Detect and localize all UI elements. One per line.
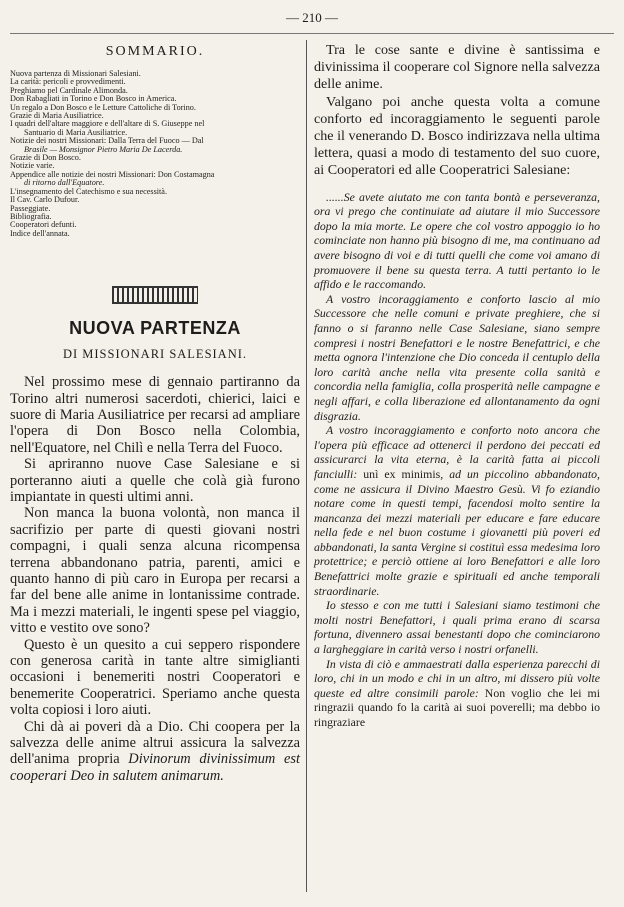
quote-roman-text: Non voglio che lei mi ringrazii quando fo la carità ai suoi poverelli; ma debbo io ringraziare bbox=[314, 685, 600, 729]
left-column bbox=[10, 44, 300, 784]
paragraph: Nel prossimo mese di gennaio partiranno da Torino altri numerosi sacerdoti, chierici, laici e suore di Maria Ausiliatrice per recarsi ad ampliare l'opera di Don Bosco nella Colombia, nell'Equatore, nel Chilì e nella Terra del Fuoco. bbox=[10, 374, 300, 456]
quote-paragraph: A vostro incoraggiamento e conforto lascio al mio Successore che nelle comuni e private preghiere, che si fanno o si faranno nelle Case Salesiane, siano sempre compresi i nostri Benefattori e le nostre Benefattrici, e che metta ognora l'intenzione che Dio conceda il centuplo della loro carità anche nella vita presente colla sanità e concordia nella famiglia, colla prosperità nelle campagne e negli affari, e colla liberazione ed allontanamento da ogni disgrazia. bbox=[314, 291, 600, 423]
column-divider bbox=[306, 40, 307, 892]
page-number: — 210 — bbox=[286, 10, 338, 25]
sommario-item: Indice dell'annata. bbox=[10, 229, 70, 238]
sommario-item: Don Rabagliati in Torino e Don Bosco in America. bbox=[10, 95, 177, 104]
sommario-item: Santuario di Maria Ausiliatrice. bbox=[24, 128, 128, 137]
sommario-item: Appendice alle notizie dei nostri Missionari: Don Costamagna bbox=[10, 170, 215, 179]
paragraph bbox=[10, 719, 300, 785]
sommario-item: Passeggiate. bbox=[10, 204, 51, 213]
quote-text: A vostro incoraggiamento e conforto noto ancora che l'opera più efficace ad ottenerci il perdono dei peccati ed assicurarci la vita eterna, è la carità fatta ai piccoli fanciulli: bbox=[314, 423, 600, 481]
decorative-ornament bbox=[112, 286, 198, 304]
sommario-title: SOMMARIO. bbox=[105, 44, 205, 59]
quote-roman-text: unì ex minimis, bbox=[363, 466, 444, 481]
top-rule bbox=[10, 33, 614, 34]
paragraph: Questo è un quesito a cui seppero rispondere con generosa carità in tante altre simiglianti occasioni i benemeriti nostri Cooperatori e benemerite Cooperatrici. Speriamo anche questa volta copiosi i loro aiuti. bbox=[10, 636, 300, 719]
sommario-item: Notizie dei nostri Missionari: Dalla Terra del Fuoco — Dal bbox=[10, 137, 204, 146]
spacer bbox=[314, 180, 600, 190]
sommario-item: Brasile — Monsignor Pietro Maria De Lacerda. bbox=[24, 145, 183, 154]
paragraph: Si apriranno nuove Case Salesiane e si porteranno aiuti a quelle che colà già furono impiantate in questi ultimi anni. bbox=[10, 456, 300, 505]
sommario-item: Il Cav. Carlo Dufour. bbox=[10, 196, 80, 205]
sommario-item: di ritorno dall'Equatore. bbox=[24, 179, 105, 188]
quote-text: In vista di ciò e ammaestrati dalla esperienza parecchi di loro, chi in un modo e chi in un altro, mi dissero più volte queste ed altre consimili parole: bbox=[314, 656, 600, 700]
quote-paragraph: ......Se avete aiutato me con tanta bontà e perseveranza, ora vi prego che continuiate ad aiutare il mio Successore dopo la mia morte. Le opere che col vostro appoggio io ho cominciate non hanno più bisogno di me, ma continuano ad avere bisogno di voi e di tutti quelli che come voi amano di promuovere il bene su questa terra. A tutti pertanto io le affido e le raccomando. bbox=[314, 189, 600, 292]
paragraph: Tra le cose sante e divine è santissima e divinissima il cooperare col Signore nella salvezza delle anime. bbox=[314, 42, 600, 93]
sommario-item: Grazie di Don Bosco. bbox=[10, 154, 81, 163]
quote-text: ad un piccolino abbandonato, come ne assicura il Divino Maestro Gesù. Vi fo eziandio notare come in questi tempi, facendosi molto sentire la mancanza dei mezzi materiali per educare e fare educare nella fede e nel buon costume i giovanetti più poveri ed abbandonati, la santa Vergine si costituì essa medesima loro protettrice; e perciò ottiene ai loro Benefattori e alle loro Benefattrici molte grazie e spirituali ed anche temporali straordinarie. bbox=[314, 466, 600, 598]
article-subtitle: DI MISSIONARI SALESIANI. bbox=[62, 347, 248, 362]
article-body bbox=[10, 374, 300, 784]
sommario-item: Un regalo a Don Bosco e le Letture Cattoliche di Torino. bbox=[10, 103, 196, 112]
quote-paragraph bbox=[314, 423, 600, 598]
article-title: NUOVA PARTENZA bbox=[69, 318, 241, 339]
sommario-item: L'insegnamento del Catechismo e sua necessità. bbox=[10, 187, 167, 196]
quote-paragraph bbox=[314, 657, 600, 730]
sommario-item: Grazie di Maria Ausiliatrice. bbox=[10, 112, 104, 121]
sommario-item: Nuova partenza di Missionari Salesiani. bbox=[10, 70, 141, 78]
right-column bbox=[314, 42, 600, 730]
sommario-item: Cooperatori defunti. bbox=[10, 221, 77, 230]
paragraph-text: Chi dà ai poveri dà a Dio. Chi coopera per la salvezza delle anime altrui assicura la salvezza dell'anima propria bbox=[10, 718, 300, 768]
sommario-item: La carità: pericoli e provvedimenti. bbox=[10, 78, 126, 87]
sommario-item: Notizie varie. bbox=[10, 162, 55, 171]
latin-quote: Divinorum divinissimum est cooperari Deo in salutem animarum. bbox=[10, 751, 300, 784]
sommario-item: Preghiamo pel Cardinale Alimonda. bbox=[10, 86, 128, 95]
sommario-item: Bibliografia. bbox=[10, 212, 52, 221]
sommario-list bbox=[10, 70, 300, 238]
paragraph: Valgano poi anche questa volta a comune conforto ed incoraggiamento le seguenti parole che il venerando D. Bosco indirizzava nella ultima lettera, quasi a modo di testamento del suo cuore, ai Cooperatori ed alle Cooperatrici Salesiane: bbox=[314, 93, 600, 179]
quote-paragraph: Io stesso e con me tutti i Salesiani siamo testimoni che molti nostri Benefattori, i quali prima erano di scarsa fortuna, divennero assai benestanti dopo che cominciarono a largheggiare in carità verso i nostri orfanelli. bbox=[314, 598, 600, 657]
paragraph: Non manca la buona volontà, non manca il sacrifizio per parte di questi giovani nostri compagni, i quali senza alcuna ricompensa terrena abbandonano patria, parenti, amici e quanto hanno di più caro in Europa per recarsi a far del bene alle anime in lontanissime contrade. Ma i mezzi materiali, le ingenti spese pel viaggio, vitto e vestito ove sono? bbox=[10, 505, 300, 637]
sommario-item: I quadri dell'altare maggiore e dell'altare di S. Giuseppe nel bbox=[10, 120, 205, 129]
